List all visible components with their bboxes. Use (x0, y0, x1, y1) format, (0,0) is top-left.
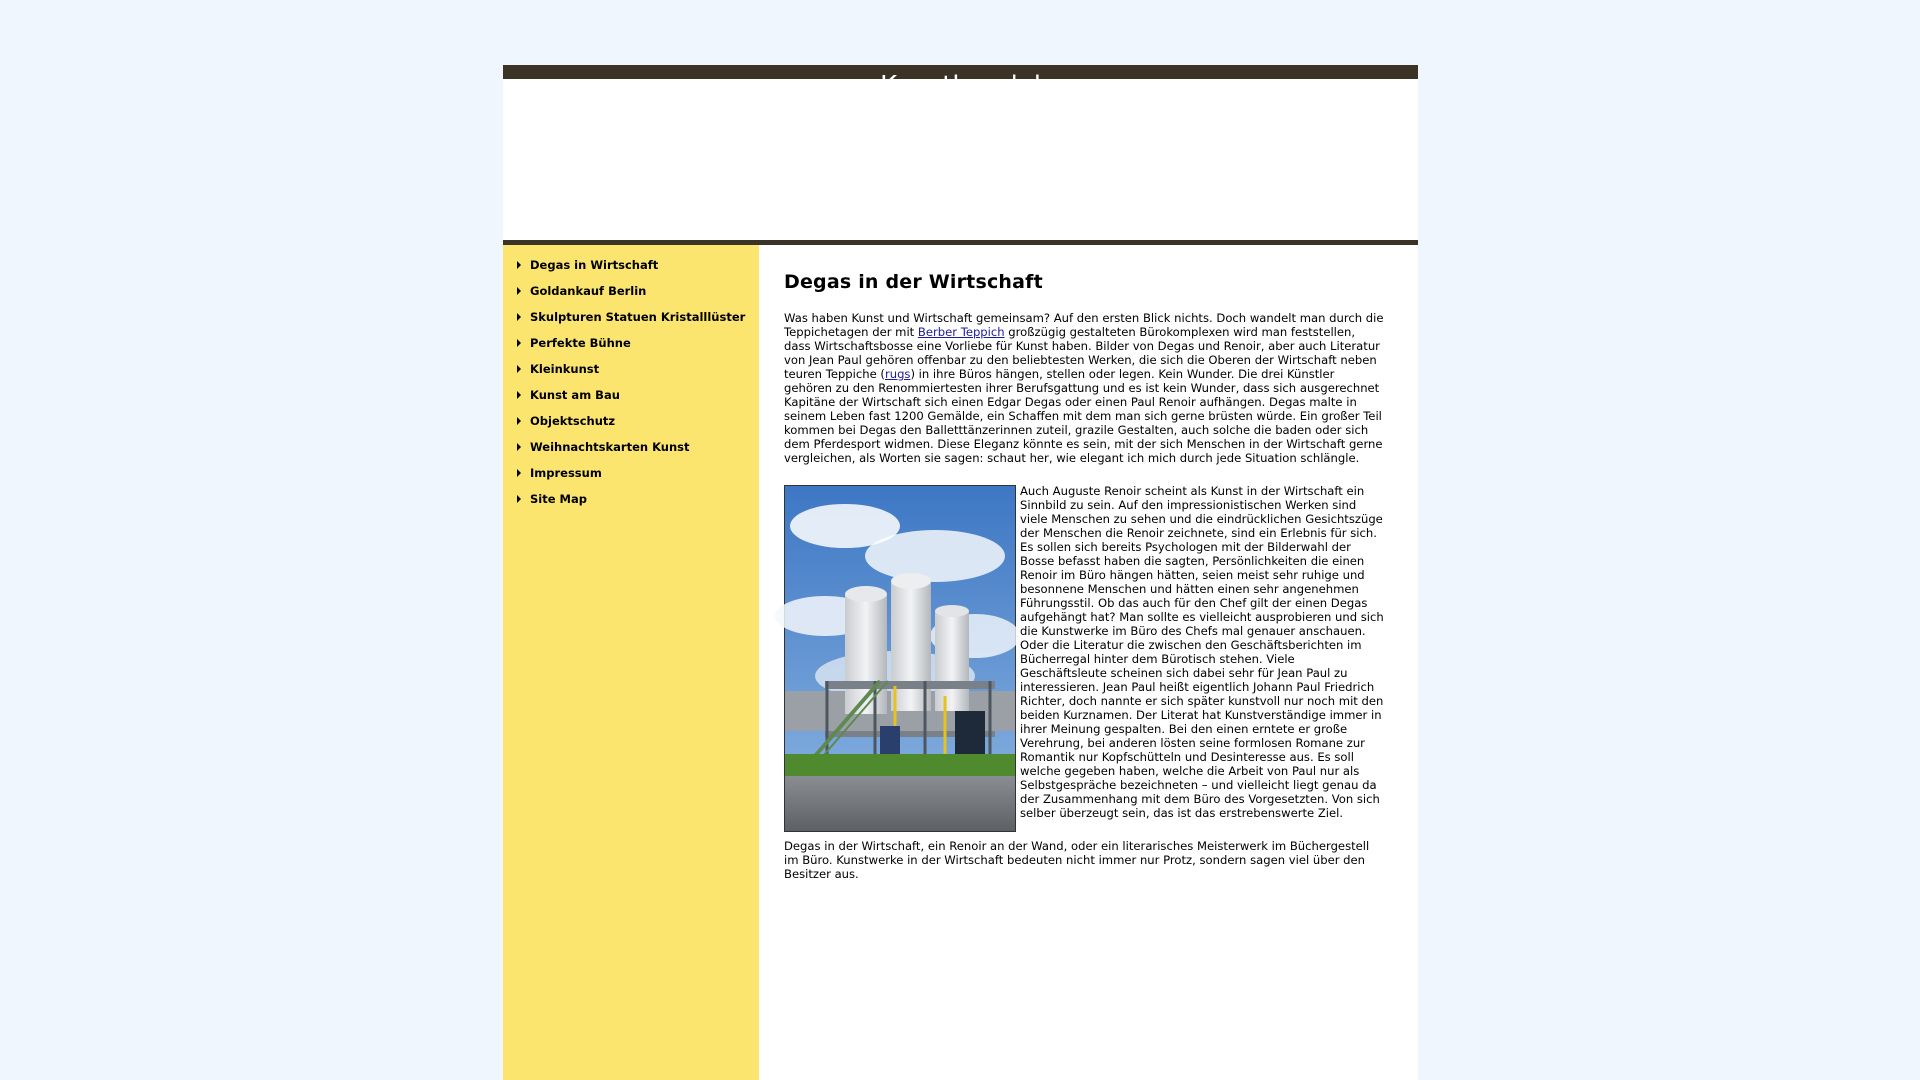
article-section-with-image (784, 484, 1384, 820)
sidebar-item-label: Goldankauf Berlin (530, 284, 647, 298)
sidebar-item-label: Weihnachtskarten Kunst (530, 440, 690, 454)
sidebar-item-kleinkunst[interactable] (503, 361, 759, 387)
arrow-right-icon (517, 495, 521, 503)
sidebar-item-perfekte-buehne[interactable] (503, 335, 759, 361)
paragraph-text: Was haben Kunst und Wirtschaft gemeinsam? Auf den ersten Blick nichts. Doch wandelt man durch die Teppichetagen der mit (784, 311, 1384, 339)
sidebar-item-label: Impressum (530, 466, 602, 480)
sidebar-nav (503, 257, 759, 517)
sidebar-item-label: Objektschutz (530, 414, 616, 428)
paragraph-text: großzügig gestalteten Bürokomplexen wird man feststellen, dass Wirtschaftsbosse eine Vorliebe für Kunst haben. Bilder von Degas und Renoir, aber auch Literatur von Jean Paul gehören offenbar zu den beliebtesten Werken, die sich die Oberen der Wirtschaft neben teuren Teppiche ( (784, 325, 1380, 381)
sidebar-item-label: Kunst am Bau (530, 388, 620, 402)
page-title: Degas in der Wirtschaft (784, 271, 1043, 293)
main-content (784, 270, 1384, 881)
sidebar-item-skulpturen[interactable] (503, 309, 759, 335)
sidebar-item-label: Kleinkunst (530, 362, 600, 376)
arrow-right-icon (517, 287, 521, 295)
arrow-right-icon (517, 261, 521, 269)
sidebar-item-weihnachtskarten[interactable] (503, 439, 759, 465)
industrial-plant-photo (784, 485, 1016, 832)
paragraph-text: ) in ihre Büros hängen, stellen oder legen. Kein Wunder. Die drei Künstler gehören zu den Renommiertesten ihrer Berufsgattung und es ist kein Wunder, dass sich ausgerechnet Kapitäne der Wirtschaft sich einen Edgar Degas oder einen Paul Renoir aufhängen. Degas malte in seinem Leben fast 1200 Gemälde, ein Schaffen mit dem man sich gerne brüsten würde. Ein großer Teil kommen bei Degas den Balletttänzerinnen zuteil, grazile Gestalten, auch solche die baden oder sich dem Pferdesport widmen. Diese Eleganz könnte es sein, mit der sich Menschen in der Wirtschaft gerne vergleichen, als Worten sie sagen: schaut her, wie elegant ich mich durch jede Situation schlängle. (784, 367, 1383, 465)
article-paragraph-1 (784, 311, 1384, 465)
sidebar (503, 245, 759, 1080)
sidebar-item-label: Skulpturen Statuen Kristalllüster (530, 310, 746, 324)
sidebar-item-objektschutz[interactable] (503, 413, 759, 439)
sidebar-item-label: Site Map (530, 492, 587, 506)
sidebar-item-label: Degas in Wirtschaft (530, 258, 659, 272)
arrow-right-icon (517, 469, 521, 477)
sidebar-item-label: Perfekte Bühne (530, 336, 631, 350)
arrow-right-icon (517, 365, 521, 373)
sidebar-item-impressum[interactable] (503, 465, 759, 491)
arrow-right-icon (517, 313, 521, 321)
arrow-right-icon (517, 339, 521, 347)
arrow-right-icon (517, 417, 521, 425)
sidebar-item-degas-in-wirtschaft[interactable] (503, 257, 759, 283)
arrow-right-icon (517, 391, 521, 399)
sidebar-item-site-map[interactable] (503, 491, 759, 517)
sidebar-item-kunst-am-bau[interactable] (503, 387, 759, 413)
arrow-right-icon (517, 443, 521, 451)
header-banner (503, 79, 1418, 240)
article-paragraph-3: Degas in der Wirtschaft, ein Renoir an der Wand, oder ein literarisches Meisterwerk im Büchergestell im Büro. Kunstwerke in der Wirtschaft bedeuten nicht immer nur Protz, sondern sagen viel über den Besitzer aus. (784, 839, 1370, 881)
page-container (503, 65, 1418, 1080)
berber-teppich-link[interactable]: Berber Teppich (917, 325, 1005, 339)
header-bar (503, 65, 1418, 79)
article-paragraph-2: Auch Auguste Renoir scheint als Kunst in der Wirtschaft ein Sinnbild zu sein. Auf den impressionistischen Werken sind viele Menschen zu sehen und die eindrücklichen Gesichtszüge der Menschen die Renoir zeichnete, sind ein Erlebnis für sich. Es sollen sich bereits Psychologen mit der Bilderwahl der Bosse befasst haben die sagten, Persönlichkeiten die einen Renoir im Büro hängen hätten, seien meist sehr ruhige und besonnene Menschen und hätten einen sehr angenehmen Führungsstil. Ob das auch für den Chef gilt der einen Degas aufgehängt hat? Man sollte es vielleicht ausprobieren und sich die Kunstwerke im Büro des Chefs mal genauer anschauen. Oder die Literatur die zwischen den Geschäftsberichten im Bücherregal hinter dem Bürotisch stehen. Viele Geschäftsleute scheinen sich dabei sehr für Jean Paul zu interessieren. Jean Paul heißt eigentlich Johann Paul Friedrich Richter, doch nannte er sich später kunstvoll nur noch mit den beiden Kurznamen. Der Literat hat Kunstverständige immer in ihrer Meinung gespalten. Bei den einen erntete er große Verehrung, bei anderen lösten seine formlosen Romane zur Romantik nur Kopfschütteln und Desinteresse aus. Es soll welche gegeben haben, welche die Arbeit von Paul nur als Selbstgespräche bezeichneten – und vielleicht liegt genau da der Zusammenhang mit dem Büro des Vorgesetzten. Von sich selber überzeugt sein, das ist das erstrebenswerte Ziel. (1020, 484, 1384, 820)
sidebar-item-goldankauf-berlin[interactable] (503, 283, 759, 309)
rugs-link[interactable]: rugs (884, 367, 911, 381)
